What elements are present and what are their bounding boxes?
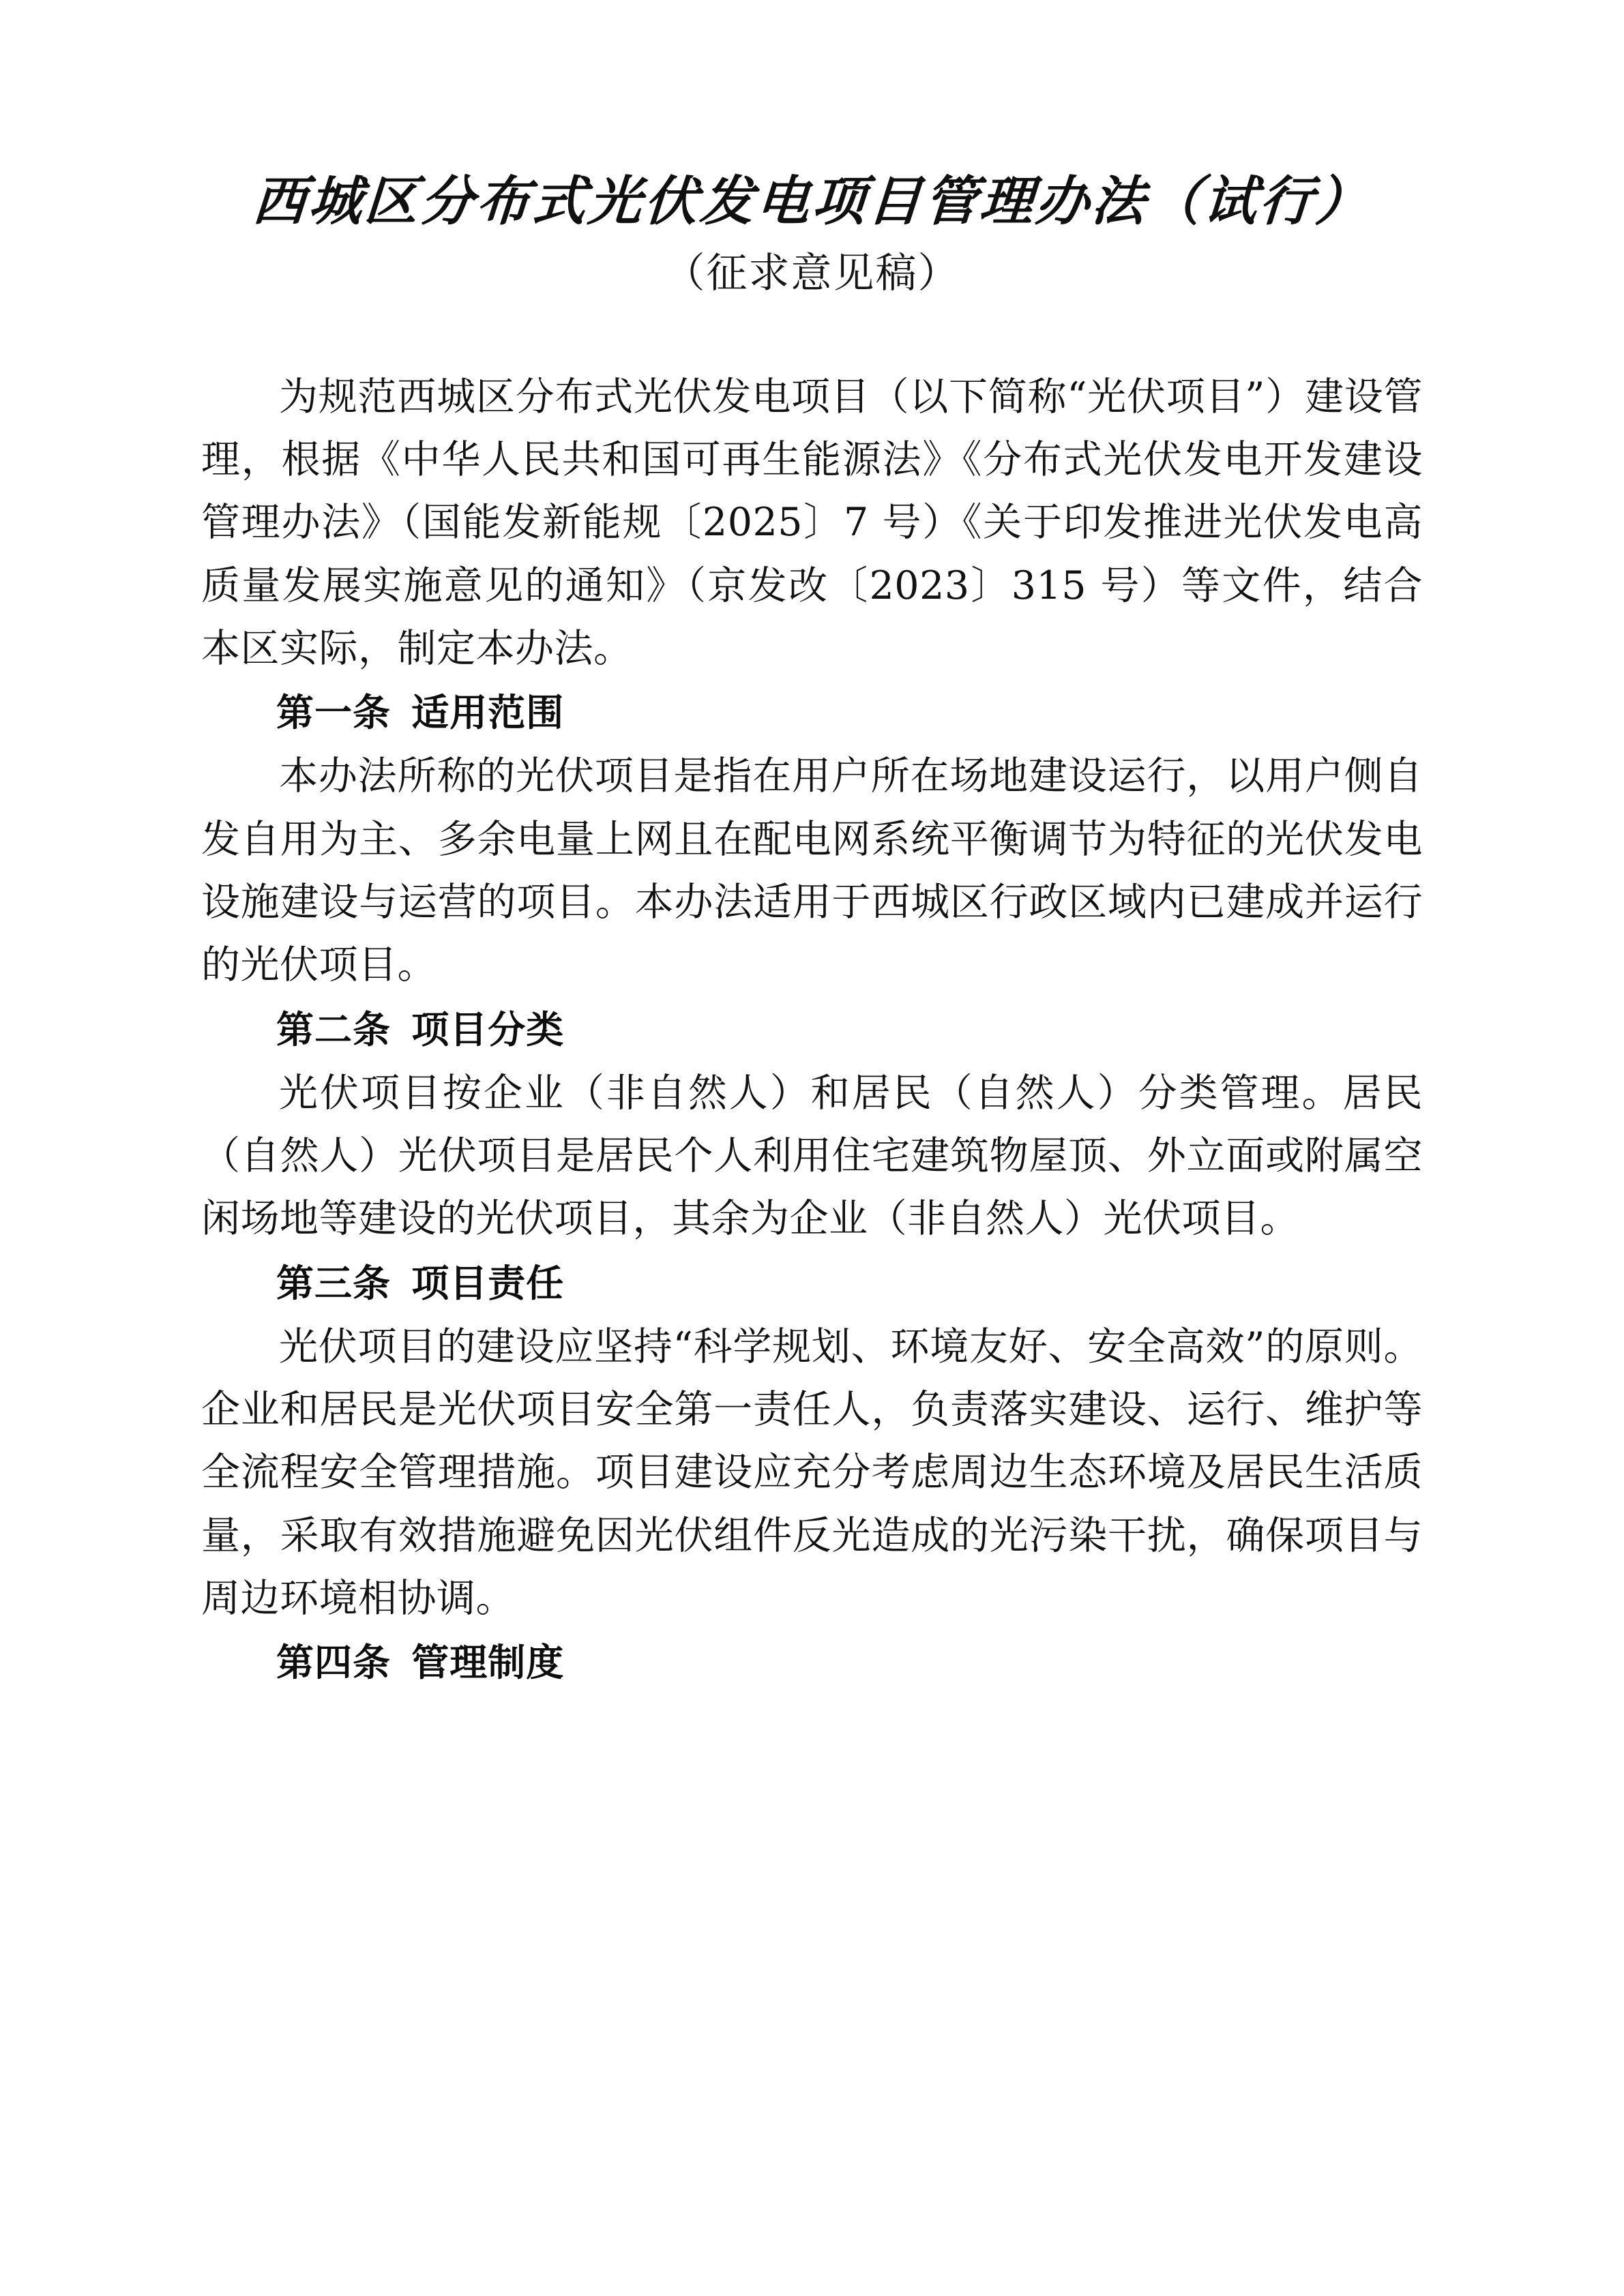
document-title: 西城区分布式光伏发电项目管理办法（试行） <box>250 171 1374 233</box>
document-subtitle: （征求意见稿） <box>664 249 960 297</box>
section-body-2: 光伏项目按企业（非自然人）和居民（自然人）分类管理。居民（自然人）光伏项目是居民个人利用住宅建筑物屋顶、外立面或附属空闲场地等建设的光伏项目，其余为企业（非自然人）光伏项目。 <box>201 1070 1423 1242</box>
section-body-1: 本办法所称的光伏项目是指在用户所在场地建设运行，以用户侧自发自用为主、多余电量上网且在配电网系统平衡调节为特征的光伏发电设施建设与运营的项目。本办法适用于西城区行政区域内已建成并运行的光伏项目。 <box>201 754 1423 988</box>
section-heading-2 <box>201 1000 1423 1060</box>
preamble-paragraph: 为规范西城区分布式光伏发电项目（以下简称“光伏项目”）建设管理，根据《中华人民共和国可再生能源法》《分布式光伏发电开发建设管理办法》（国能发新能规〔2025〕7 号）《关于印发推进光伏发电高质量发展实施意见的通知》（京发改〔2023〕315 号）等文件，结合本区实际，制定本办法。 <box>201 374 1423 671</box>
section-heading-4 <box>201 1632 1423 1693</box>
section-number-4: 第四条 <box>276 1641 392 1685</box>
section-number-2: 第二条 <box>276 1007 392 1052</box>
section-body-3: 光伏项目的建设应坚持“科学规划、环境友好、安全高效”的原则。企业和居民是光伏项目安全第一责任人，负责落实建设、运行、维护等全流程安全管理措施。项目建设应充分考虑周边生态环境及居民生活质量，采取有效措施避免因光伏组件反光造成的光污染干扰，确保项目与周边环境相协调。 <box>201 1324 1423 1622</box>
section-heading-3 <box>201 1253 1423 1314</box>
section-title-4: 管理制度 <box>411 1641 565 1685</box>
section-number-1: 第一条 <box>276 691 392 735</box>
section-title-1: 适用范围 <box>411 691 565 735</box>
section-number-3: 第三条 <box>276 1261 392 1305</box>
section-title-2: 项目分类 <box>411 1007 565 1052</box>
section-title-3: 项目责任 <box>411 1261 565 1305</box>
section-heading-1 <box>201 683 1423 743</box>
